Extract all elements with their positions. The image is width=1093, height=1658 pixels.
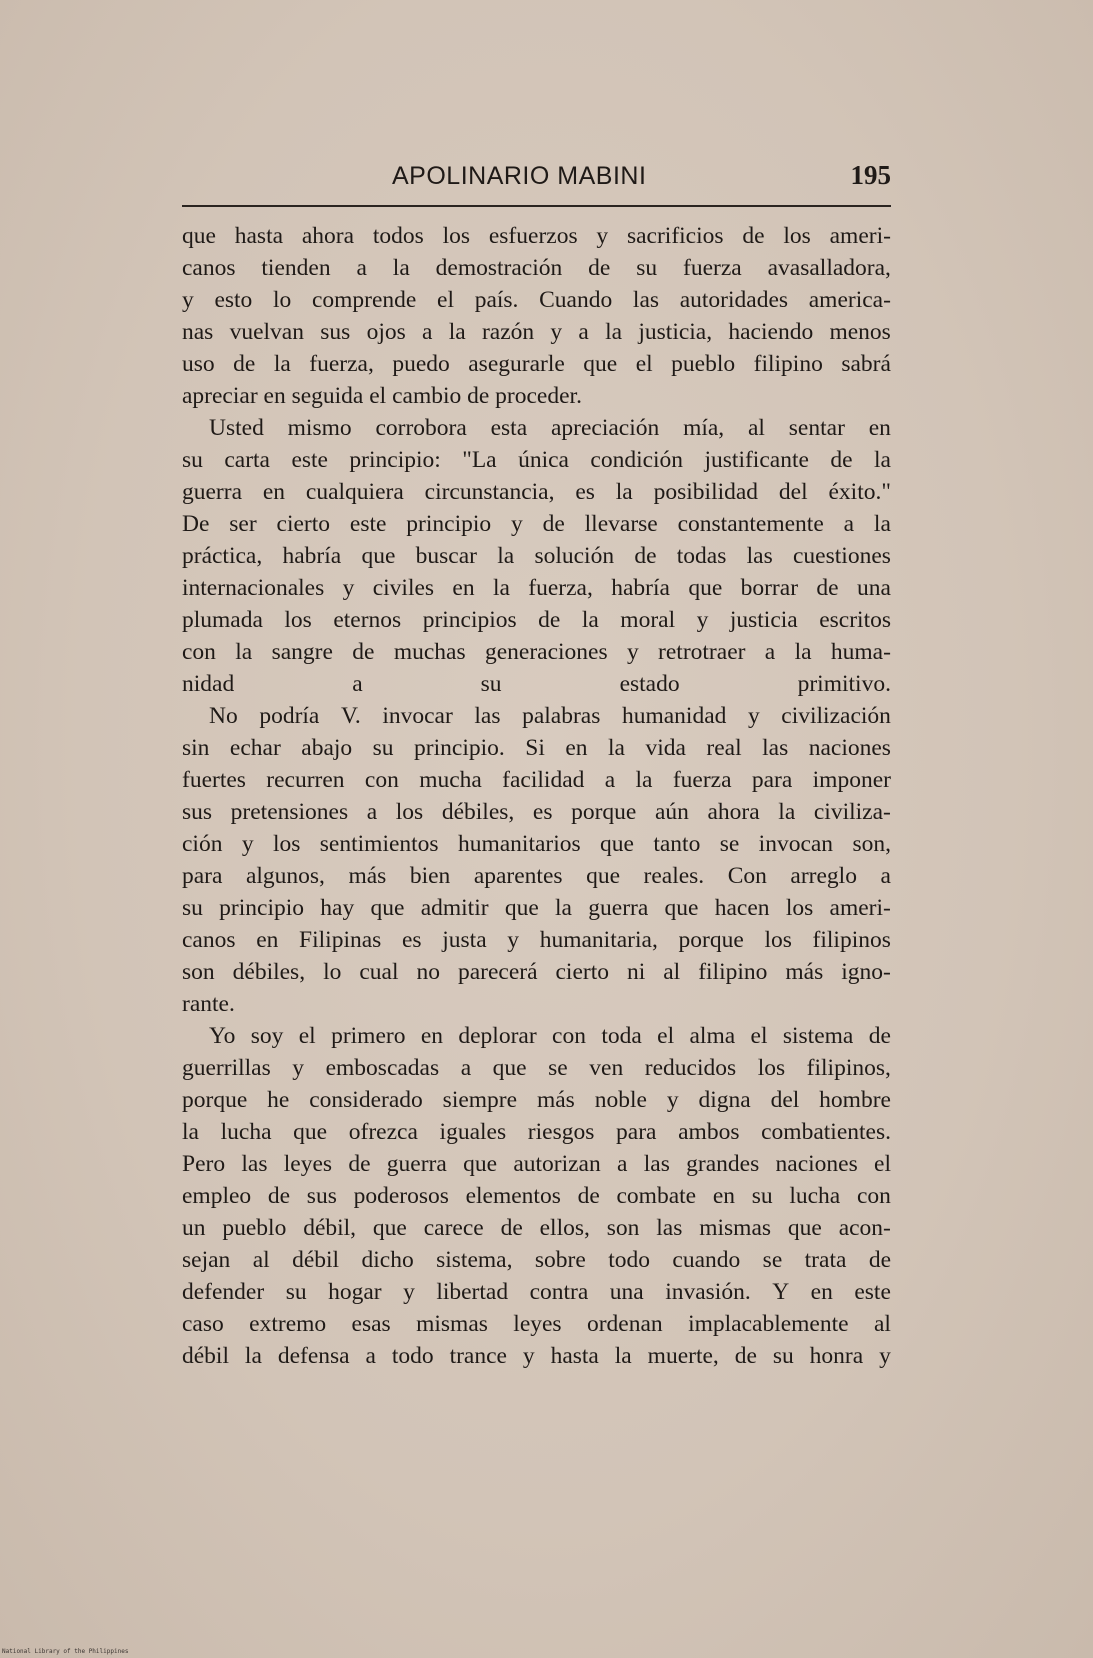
text-line: sin echar abajo su principio. Si en la vida real las naciones [182,735,891,761]
text-line: para algunos, más bien aparentes que reales. Con arreglo a [182,863,891,889]
text-line: Pero las leyes de guerra que autorizan a las grandes naciones el [182,1151,891,1177]
text-line: Yo soy el primero en deplorar con toda el alma el sistema de [209,1023,891,1049]
header-rule [182,205,891,207]
text-line: rante. [182,991,235,1017]
library-footer: National Library of the Philippines [2,1648,129,1655]
text-line: son débiles, lo cual no parecerá cierto ni al filipino más igno- [182,959,891,985]
text-line: la lucha que ofrezca iguales riesgos para ambos combatientes. [182,1119,891,1145]
text-line: uso de la fuerza, puedo asegurarle que el pueblo filipino sabrá [182,351,891,377]
text-line: caso extremo esas mismas leyes ordenan implacablemente al [182,1311,891,1337]
text-line: práctica, habría que buscar la solución de todas las cuestiones [182,543,891,569]
text-line: su principio hay que admitir que la guerra que hacen los ameri- [182,895,891,921]
text-line: débil la defensa a todo trance y hasta la muerte, de su honra y [182,1343,891,1369]
text-line: sejan al débil dicho sistema, sobre todo cuando se trata de [182,1247,891,1273]
text-line: internacionales y civiles en la fuerza, habría que borrar de una [182,575,891,601]
text-line: que hasta ahora todos los esfuerzos y sacrificios de los ameri- [182,223,891,249]
running-head [182,158,891,198]
text-line: canos en Filipinas es justa y humanitaria, porque los filipinos [182,927,891,953]
running-title: APOLINARIO MABINI [392,162,647,190]
text-line: porque he considerado siempre más noble y digna del hombre [182,1087,891,1113]
text-line: sus pretensiones a los débiles, es porque aún ahora la civiliza- [182,799,891,825]
text-line: canos tienden a la demostración de su fuerza avasalladora, [182,255,891,281]
text-line: plumada los eternos principios de la moral y justicia escritos [182,607,891,633]
text-line: con la sangre de muchas generaciones y retrotraer a la huma- [182,639,891,665]
text-line: defender su hogar y libertad contra una invasión. Y en este [182,1279,891,1305]
text-line: y esto lo comprende el país. Cuando las autoridades america- [182,287,891,313]
text-line: apreciar en seguida el cambio de proceder. [182,383,582,409]
text-line: un pueblo débil, que carece de ellos, son las mismas que acon- [182,1215,891,1241]
text-line: fuertes recurren con mucha facilidad a la fuerza para imponer [182,767,891,793]
text-line: empleo de sus poderosos elementos de combate en su lucha con [182,1183,891,1209]
text-line: Usted mismo corrobora esta apreciación mía, al sentar en [209,415,891,441]
text-line: nas vuelvan sus ojos a la razón y a la justicia, haciendo menos [182,319,891,345]
text-line: ción y los sentimientos humanitarios que tanto se invocan son, [182,831,891,857]
page-number: 195 [850,160,891,190]
text-line: su carta este principio: "La única condición justificante de la [182,447,891,473]
body-text [182,220,891,1372]
text-line: nidad a su estado primitivo. [182,671,891,697]
text-line: guerrillas y emboscadas a que se ven reducidos los filipinos, [182,1055,891,1081]
text-line: No podría V. invocar las palabras humanidad y civilización [209,703,891,729]
text-line: De ser cierto este principio y de llevarse constantemente a la [182,511,891,537]
text-line: guerra en cualquiera circunstancia, es la posibilidad del éxito." [182,479,891,505]
